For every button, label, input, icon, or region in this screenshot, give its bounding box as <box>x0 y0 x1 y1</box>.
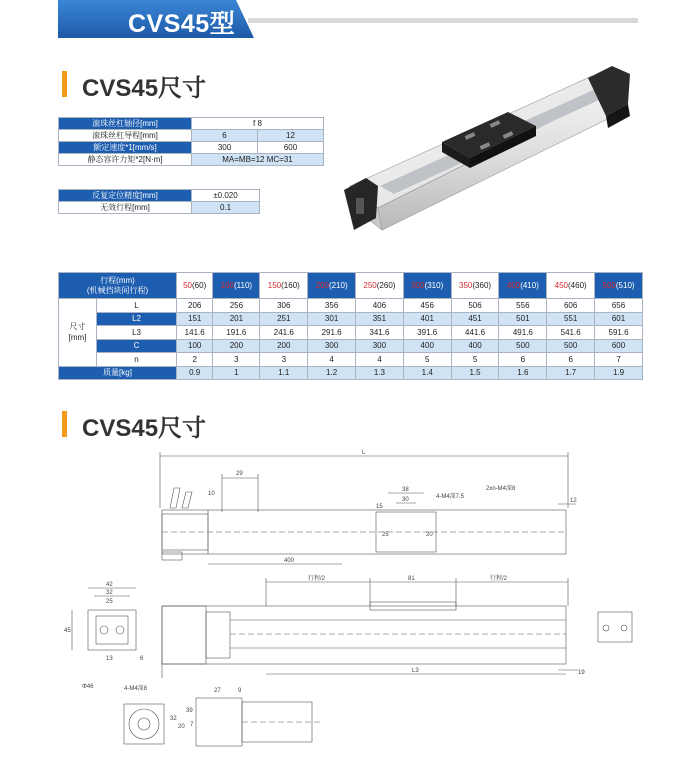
table-cell: 406 <box>356 299 404 313</box>
table-cell: 256 <box>213 299 260 313</box>
table-row <box>59 190 260 202</box>
table-cell: 200 <box>213 339 260 353</box>
table-cell: MA=MB=12 MC=31 <box>192 154 324 166</box>
table-cell: L2 <box>97 312 177 326</box>
dim-label: 6 <box>140 656 144 662</box>
table-cell: 251 <box>260 312 308 326</box>
table-cell: 50(60) <box>177 273 213 299</box>
table-cell: 1.5 <box>451 366 499 380</box>
table-cell: 1.9 <box>595 366 643 380</box>
section-title-text: CVS45尺寸 <box>82 75 207 102</box>
table-cell: C <box>97 339 177 353</box>
table-cell: 400 <box>451 339 499 353</box>
table-cell: 尺寸 [mm] <box>59 299 97 367</box>
table-cell: 6 <box>547 353 595 367</box>
table-cell: 356 <box>308 299 356 313</box>
table-cell: 0.9 <box>177 366 213 380</box>
table-cell: 质量[kg] <box>59 366 177 380</box>
dim-label: 25 <box>382 532 389 538</box>
table-cell: 300 <box>356 339 404 353</box>
table-cell: 6 <box>192 130 258 142</box>
table-cell: 滚珠丝杠轴径[mm] <box>59 118 192 130</box>
dim-label: 30 <box>402 497 409 503</box>
table-cell: 306 <box>260 299 308 313</box>
table-cell: 1.6 <box>499 366 547 380</box>
section-title-text: CVS45尺寸 <box>82 415 207 442</box>
dim-label: 32 <box>106 590 113 596</box>
table-cell: 300 <box>308 339 356 353</box>
table-cell: 191.6 <box>213 326 260 340</box>
table-cell: 行程(mm) (机械挡块间行程) <box>59 273 177 299</box>
table-cell: 456 <box>403 299 451 313</box>
table-cell: 1.2 <box>308 366 356 380</box>
table-cell: 656 <box>595 299 643 313</box>
table-row <box>59 312 643 326</box>
table-row <box>59 130 324 142</box>
table-row <box>59 299 643 313</box>
dim-label: 行程/2 <box>490 576 508 582</box>
table-cell: 500 <box>499 339 547 353</box>
dim-label: 10 <box>208 491 215 497</box>
table-cell: 1.4 <box>403 366 451 380</box>
table-cell: 反复定位精度[mm] <box>59 190 192 202</box>
dim-label: 27 <box>214 688 221 694</box>
dim-label: 13 <box>106 656 113 662</box>
table-cell: 1.3 <box>356 366 404 380</box>
table-cell: 500(510) <box>595 273 643 299</box>
dim-label: 9 <box>238 688 242 694</box>
table-cell: f 8 <box>192 118 324 130</box>
dim-label: L3 <box>412 668 419 674</box>
dim-label: 32 <box>170 716 177 722</box>
table-cell: 200(210) <box>308 273 356 299</box>
table-cell: 506 <box>451 299 499 313</box>
table-cell: 250(260) <box>356 273 404 299</box>
table-cell: 501 <box>499 312 547 326</box>
dim-label: 25 <box>106 599 113 605</box>
table-cell: 591.6 <box>595 326 643 340</box>
table-cell: 301 <box>308 312 356 326</box>
section-bar <box>62 411 67 437</box>
table-cell: 300(310) <box>403 273 451 299</box>
dim-label: 42 <box>106 582 113 588</box>
dim-label: 4-M4深8 <box>124 686 148 692</box>
table-cell: 491.6 <box>499 326 547 340</box>
table-cell: 额定速度*1[mm/s] <box>59 142 192 154</box>
table-cell: 291.6 <box>308 326 356 340</box>
spec-table <box>58 117 324 166</box>
table-cell: 351 <box>356 312 404 326</box>
precision-table <box>58 189 260 214</box>
table-cell: 3 <box>213 353 260 367</box>
dim-label: 2xn-M4深8 <box>486 486 516 492</box>
table-cell: 1.1 <box>260 366 308 380</box>
table-row <box>59 142 324 154</box>
dim-label: 15 <box>376 504 383 510</box>
table-cell: 无效行程[mm] <box>59 202 192 214</box>
table-cell: 200 <box>260 339 308 353</box>
dimension-table <box>58 272 643 380</box>
table-row <box>59 339 643 353</box>
table-cell: 4 <box>308 353 356 367</box>
table-row <box>59 154 324 166</box>
table-cell: 551 <box>547 312 595 326</box>
table-cell: 12 <box>257 130 323 142</box>
title-banner <box>58 0 254 38</box>
dim-label: 4-M4深7.5 <box>436 494 465 500</box>
table-row <box>59 366 643 380</box>
table-row <box>59 118 324 130</box>
table-cell: 5 <box>403 353 451 367</box>
table-cell: 151 <box>177 312 213 326</box>
table-cell: 1.7 <box>547 366 595 380</box>
table-cell: 400(410) <box>499 273 547 299</box>
table-cell: 100(110) <box>213 273 260 299</box>
table-cell: 1 <box>213 366 260 380</box>
table-cell: 556 <box>499 299 547 313</box>
table-cell: 241.6 <box>260 326 308 340</box>
table-cell: 5 <box>451 353 499 367</box>
technical-drawing <box>58 448 634 760</box>
table-cell: L3 <box>97 326 177 340</box>
table-cell: 606 <box>547 299 595 313</box>
table-cell: ±0.020 <box>192 190 260 202</box>
table-row <box>59 326 643 340</box>
product-image <box>330 58 642 258</box>
table-cell: 350(360) <box>451 273 499 299</box>
table-cell: 401 <box>403 312 451 326</box>
dim-label: 38 <box>402 487 409 493</box>
dim-label: 19 <box>578 670 585 676</box>
table-cell: 滚珠丝杠导程[mm] <box>59 130 192 142</box>
table-row <box>59 202 260 214</box>
dim-label: 20 <box>426 532 433 538</box>
table-row <box>59 273 643 299</box>
table-cell: 450(460) <box>547 273 595 299</box>
banner-rule <box>248 18 638 23</box>
table-cell: 600 <box>595 339 643 353</box>
table-cell: 3 <box>260 353 308 367</box>
dim-label: 400 <box>284 558 295 564</box>
table-cell: 206 <box>177 299 213 313</box>
dim-label: 29 <box>236 471 243 477</box>
table-cell: 6 <box>499 353 547 367</box>
dim-label: 行程/2 <box>308 576 326 582</box>
dim-label: 39 <box>186 708 193 714</box>
dim-label: 12 <box>570 498 577 504</box>
table-cell: 341.6 <box>356 326 404 340</box>
table-cell: 7 <box>595 353 643 367</box>
table-cell: 300 <box>192 142 258 154</box>
dim-label: 81 <box>408 576 415 582</box>
table-cell: 441.6 <box>451 326 499 340</box>
table-cell: 600 <box>257 142 323 154</box>
dim-label: Φ46 <box>82 684 94 690</box>
dim-label: 45 <box>64 628 71 634</box>
table-cell: 451 <box>451 312 499 326</box>
dim-label: 20 <box>178 724 185 730</box>
table-cell: 201 <box>213 312 260 326</box>
table-cell: 601 <box>595 312 643 326</box>
dim-label: L <box>362 450 366 456</box>
table-row <box>59 353 643 367</box>
table-cell: L <box>97 299 177 313</box>
table-cell: 500 <box>547 339 595 353</box>
table-cell: 391.6 <box>403 326 451 340</box>
table-cell: 4 <box>356 353 404 367</box>
page-title: CVS45型 <box>128 10 236 38</box>
table-cell: 100 <box>177 339 213 353</box>
table-cell: 141.6 <box>177 326 213 340</box>
table-cell: n <box>97 353 177 367</box>
table-cell: 2 <box>177 353 213 367</box>
table-cell: 541.6 <box>547 326 595 340</box>
dim-label: 7 <box>190 722 194 728</box>
table-cell: 150(160) <box>260 273 308 299</box>
table-cell: 静态容许力矩*2[N·m] <box>59 154 192 166</box>
table-cell: 0.1 <box>192 202 260 214</box>
table-cell: 400 <box>403 339 451 353</box>
section-bar <box>62 71 67 97</box>
